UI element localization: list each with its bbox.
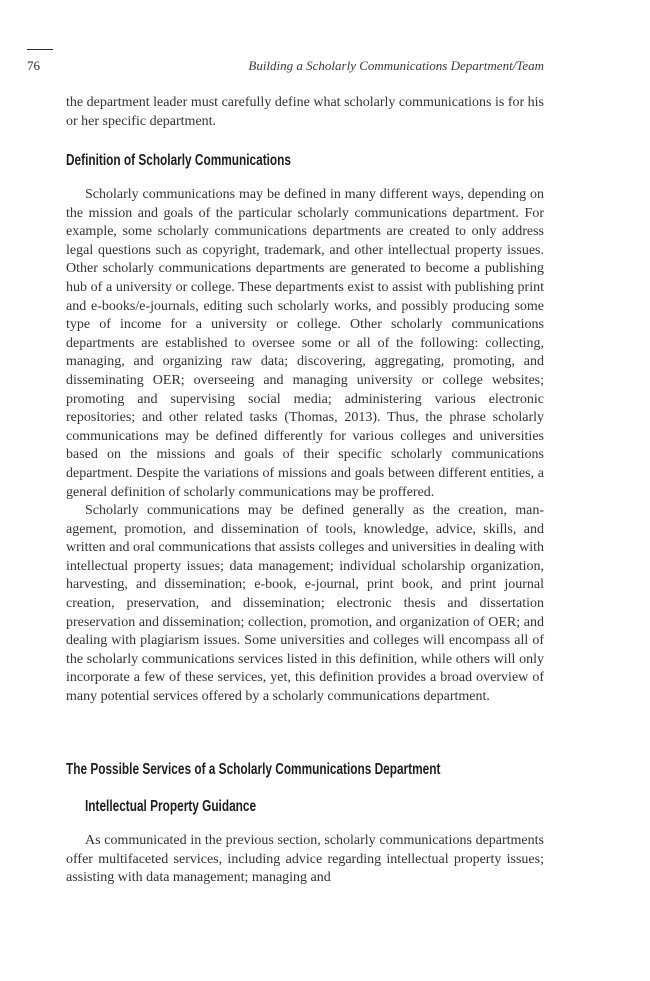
page-number: 76 bbox=[27, 58, 40, 73]
definition-paragraph-1: Scholarly communications may be defined in many different ways, depending on the mission and goals of the particular scholarly communications department. For example, some scholarly communications departments are created to only address legal questions such as copyright, trademark, and other intellectual property issues. Other scholarly communications departments are generated to become a publishing hub of a university or college. These departments exist to assist with publishing print and e-books/e-journals, editing such scholarly works, and possibly producing some type of income for a university or college. Other scholarly communications departments are established to oversee some or all of the following: collecting, managing, and organizing raw data; discovering, aggregating, promoting, and disseminating OER; overseeing and managing university or college websites; promoting and supervising social media; administering various electronic repositories; and other related tasks (Thomas, 2013). Thus, the phrase scholarly communications may be defined differently for various colleges and universities based on the missions and goals of their specific scholarly communications department. Despite the variations of missions and goals between different entities, a general definition of scholarly communications may be proffered. bbox=[66, 187, 544, 500]
running-head: Building a Scholarly Communications Department/Team bbox=[248, 58, 544, 73]
section-heading-definition: Definition of Scholarly Communications bbox=[66, 152, 291, 169]
ip-guidance-paragraph-1: As communicated in the previous section, scholarly communications departments offer multifaceted services, including advice regarding intellectual property issues; assisting with data management; managing and bbox=[66, 833, 544, 886]
subsection-heading-ip-guidance: Intellectual Property Guidance bbox=[85, 798, 257, 815]
intro-paragraph-block bbox=[66, 94, 544, 131]
definition-paragraph-2: Scholarly communications may be defined generally as the creation, management, promotion, and dissemination of tools, knowledge, advice, skills, and written and oral communications that assists colleges and universities in dealing with intellectual property issues; data management; individual scholarship organization, harvesting, and dissemination; e-book, e-journal, print book, and print journal creation, preservation, and dissemination; electronic thesis and dissertation preservation and dissemination; collection, promotion, and organization of OER; and dealing with plagiarism issues. Some universities and colleges will encompass all of the scholarly communications services listed in this definition, while others will only incorporate a few of these services, yet, this definition provides a broad overview of many potential services offered by a scholarly communications department. bbox=[66, 503, 544, 705]
definition-body bbox=[66, 186, 544, 707]
header-rule bbox=[27, 49, 53, 50]
section-heading-services: The Possible Services of a Scholarly Communications Department bbox=[66, 761, 441, 778]
ip-guidance-body bbox=[66, 832, 544, 888]
intro-paragraph: the department leader must carefully define what scholarly communications is for his or her specific department. bbox=[66, 95, 544, 129]
